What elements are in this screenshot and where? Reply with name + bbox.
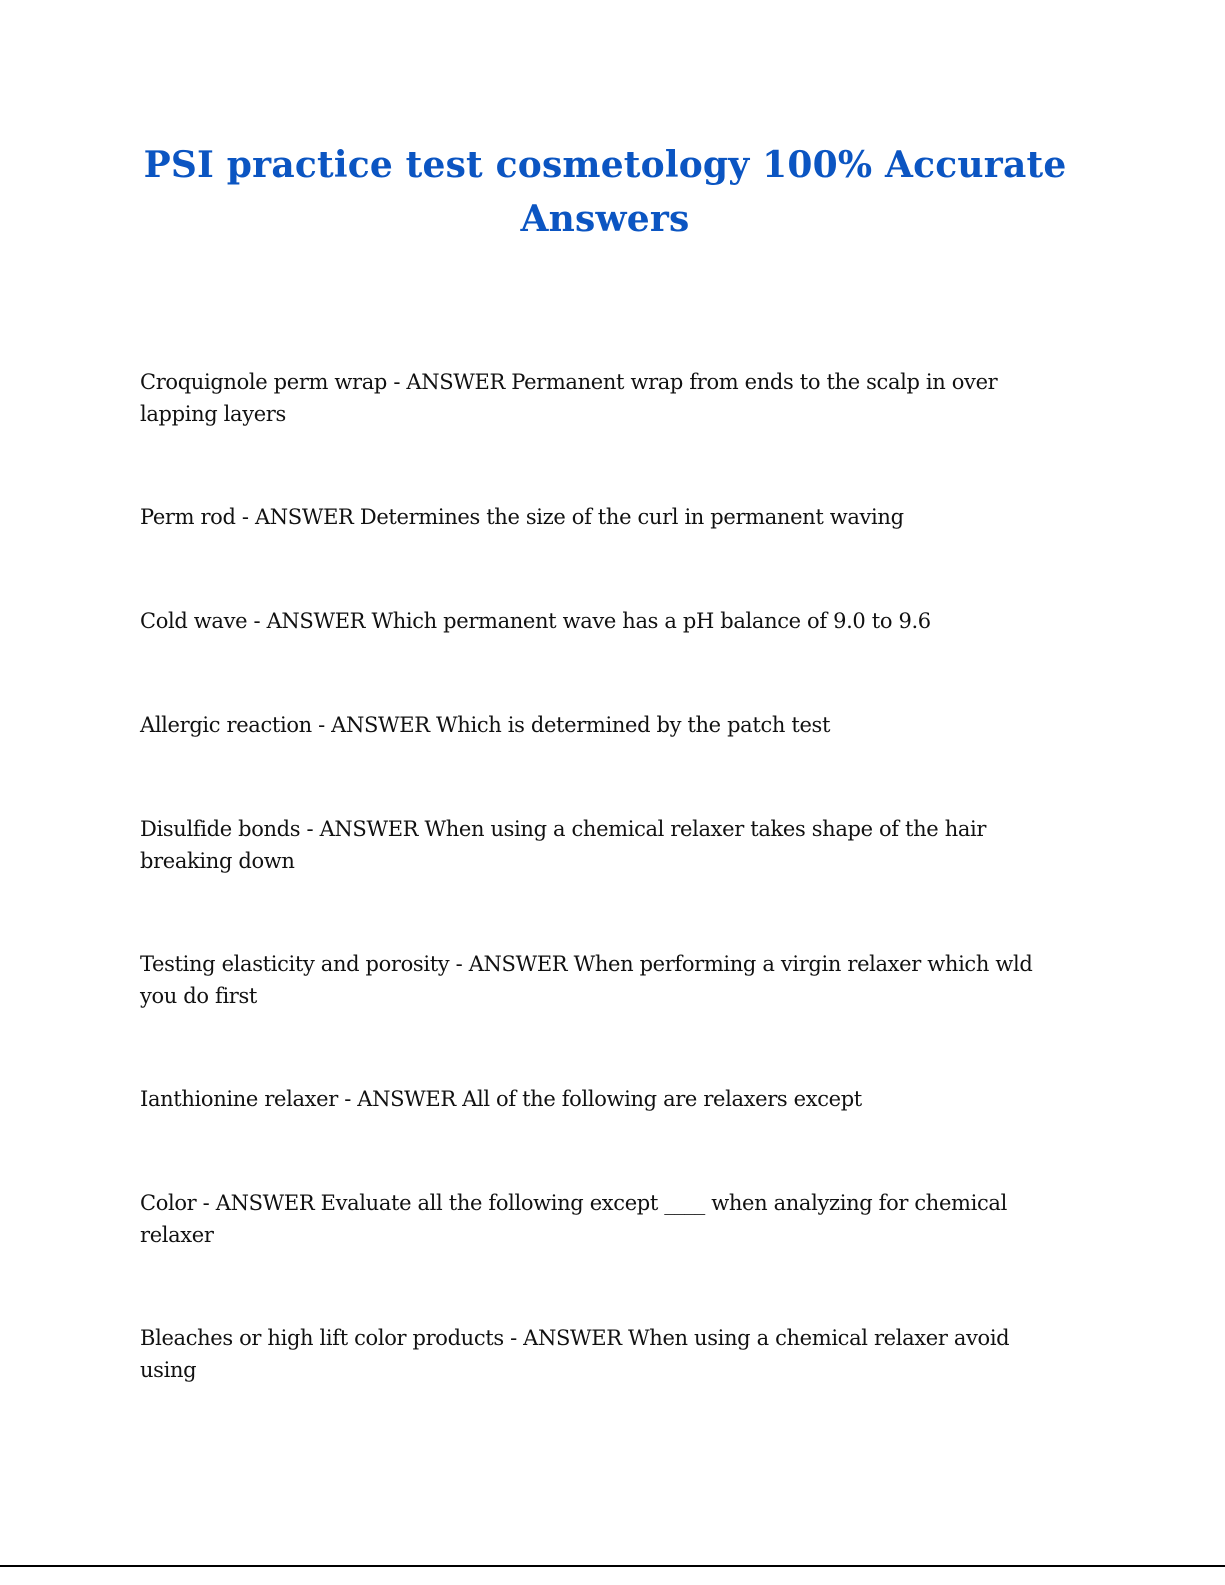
list-item: Color - ANSWER Evaluate all the following except ____ when analyzing for chemical relaxer — [140, 1191, 1007, 1247]
list-item: Croquignole perm wrap - ANSWER Permanent wrap from ends to the scalp in over lapping layers — [140, 370, 998, 426]
list-item: Testing elasticity and porosity - ANSWER When performing a virgin relaxer which wld you do first — [140, 952, 1033, 1008]
list-item: Bleaches or high lift color products - ANSWER When using a chemical relaxer avoid using — [140, 1326, 1010, 1382]
page-bottom-divider — [0, 1565, 1225, 1567]
list-item: Perm rod - ANSWER Determines the size of the curl in permanent waving — [140, 505, 904, 529]
list-item: Ianthionine relaxer - ANSWER All of the following are relaxers except — [140, 1087, 862, 1111]
list-item: Allergic reaction - ANSWER Which is determined by the patch test — [140, 713, 831, 737]
list-item: Disulfide bonds - ANSWER When using a chemical relaxer takes shape of the hair breaking down — [140, 817, 987, 873]
list-item: Cold wave - ANSWER Which permanent wave has a pH balance of 9.0 to 9.6 — [140, 609, 931, 633]
qa-list — [140, 366, 1060, 1386]
page-title: PSI practice test cosmetology 100% Accurate Answers — [143, 144, 1067, 240]
